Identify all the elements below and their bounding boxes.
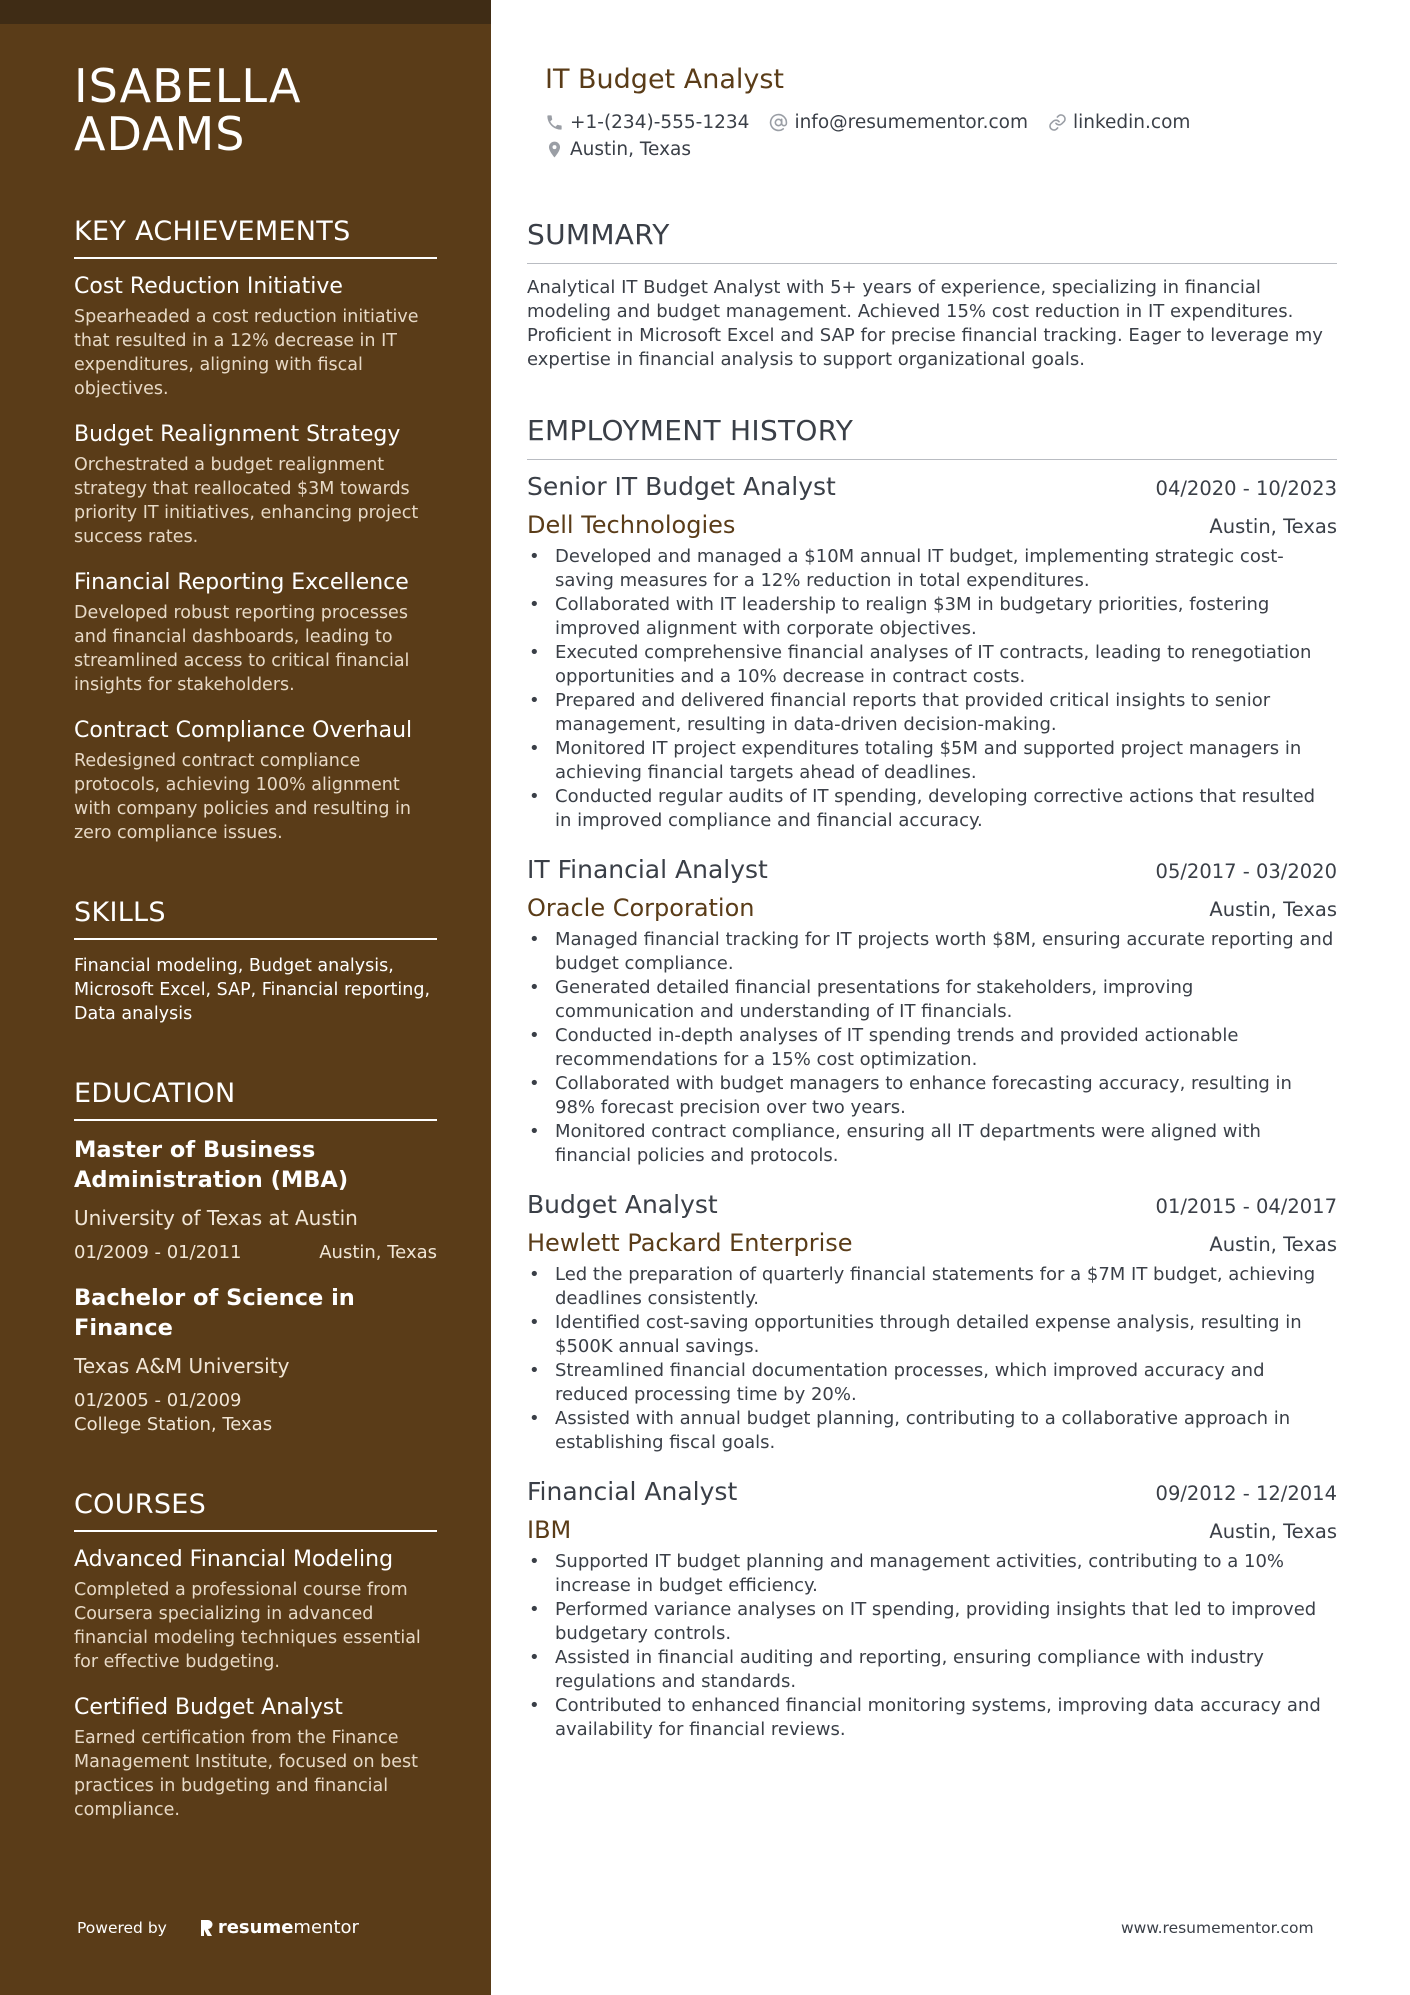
- job-subheader: [527, 1516, 1337, 1544]
- job-bullet: • Generated detailed financial presentations for stakeholders, improving communication and understanding of IT financials.: [527, 976, 1337, 1024]
- job-bullet: • Supported IT budget planning and management activities, contributing to a 10% increase in budget efficiency.: [527, 1550, 1337, 1598]
- sidebar-top-bar: [0, 0, 491, 24]
- course-desc: Completed a professional course from Coursera specializing in advanced financial modeling techniques essential for effective budgeting.: [74, 1580, 421, 1672]
- job-entry: [527, 1190, 1337, 1455]
- contact-location: [545, 139, 691, 160]
- at-sign-icon: [769, 113, 788, 132]
- job-bullet: • Executed comprehensive financial analyses of IT contracts, leading to renegotiation opportunities and a 10% decrease in contract costs.: [527, 641, 1337, 689]
- summary-text: Analytical IT Budget Analyst with 5+ years of experience, specializing in financial modeling and budget management. Achieved 15% cost reduction in IT expenditures. Proficient in Microsoft Excel and SAP for precise financial tracking. Eager to leverage my expertise in financial analysis to support organizational goals.: [527, 277, 1323, 370]
- contact-email[interactable]: [769, 112, 1028, 133]
- job-bullet: • Streamlined financial documentation processes, which improved accuracy and reduced processing time by 20%.: [527, 1359, 1337, 1407]
- job-header: [527, 1190, 1337, 1219]
- education-section: [74, 1078, 437, 1437]
- phone-text: +1-(234)-555-1234: [570, 112, 750, 133]
- achievement-desc: Redesigned contract compliance protocols, achieving 100% alignment with company policies and resulting in zero compliance issues.: [74, 751, 411, 843]
- course-desc: Earned certification from the Finance Management Institute, focused on best practices in budgeting and financial compliance.: [74, 1728, 418, 1820]
- education-degree: Master of Business Administration (MBA): [74, 1137, 349, 1193]
- achievement-item: [74, 273, 437, 401]
- job-subheader: [527, 894, 1337, 922]
- link-icon: [1048, 113, 1067, 132]
- powered-by-label: Powered by: [77, 1918, 167, 1937]
- job-subheader: [527, 511, 1337, 539]
- job-bullet: • Collaborated with budget managers to enhance forecasting accuracy, resulting in 98% forecast precision over two years.: [527, 1072, 1337, 1120]
- achievement-title: Budget Realignment Strategy: [74, 422, 401, 447]
- education-degree: Bachelor of Science in Finance: [74, 1285, 355, 1341]
- target-job-title: IT Budget Analyst: [545, 64, 784, 95]
- achievement-desc: Developed robust reporting processes and financial dashboards, leading to streamlined access to critical financial insights for stakeholders.: [74, 603, 410, 695]
- contact-phone[interactable]: [545, 112, 749, 133]
- footer-website-link[interactable]: www.resumementor.com: [1121, 1919, 1314, 1937]
- achievement-title: Cost Reduction Initiative: [74, 274, 343, 299]
- email-text: info@resumementor.com: [794, 112, 1028, 133]
- job-role: Senior IT Budget Analyst: [527, 472, 836, 501]
- achievement-desc: Spearheaded a cost reduction initiative that resulted in a 12% decrease in IT expenditures, aligning with fiscal objectives.: [74, 307, 419, 399]
- skills-list: Financial modeling, Budget analysis, Microsoft Excel, SAP, Financial reporting, Data analysis: [74, 956, 431, 1024]
- courses-heading: COURSES: [74, 1489, 437, 1532]
- education-dates: 01/2009 - 01/2011: [74, 1242, 242, 1263]
- location-text: Austin, Texas: [570, 139, 692, 160]
- job-bullet: • Assisted with annual budget planning, contributing to a collaborative approach in establishing fiscal goals.: [527, 1407, 1337, 1455]
- job-bullet: • Collaborated with IT leadership to realign $3M in budgetary priorities, fostering improved alignment with corporate objectives.: [527, 593, 1337, 641]
- job-role: Budget Analyst: [527, 1190, 718, 1219]
- education-school: University of Texas at Austin: [74, 1206, 358, 1230]
- name-last: ADAMS: [74, 107, 246, 161]
- job-company: IBM: [527, 1516, 572, 1544]
- achievements-heading: KEY ACHIEVEMENTS: [74, 216, 437, 259]
- job-dates: 04/2020 - 10/2023: [1155, 477, 1337, 500]
- location-pin-icon: [545, 140, 564, 159]
- job-dates: 05/2017 - 03/2020: [1155, 860, 1337, 883]
- job-bullet: • Monitored contract compliance, ensuring all IT departments were aligned with financial policies and protocols.: [527, 1120, 1337, 1168]
- job-bullet: • Prepared and delivered financial reports that provided critical insights to senior management, resulting in data-driven decision-making.: [527, 689, 1337, 737]
- summary-section: [527, 218, 1337, 372]
- job-bullet: • Performed variance analyses on IT spending, providing insights that led to improved budgetary controls.: [527, 1598, 1337, 1646]
- job-bullet: • Assisted in financial auditing and reporting, ensuring compliance with industry regulations and standards.: [527, 1646, 1337, 1694]
- achievement-item: [74, 569, 437, 697]
- achievement-item: [74, 717, 437, 845]
- education-dates: 01/2005 - 01/2009: [74, 1390, 242, 1411]
- course-title: Advanced Financial Modeling: [74, 1547, 394, 1572]
- job-header: [527, 855, 1337, 884]
- job-bullets: [527, 928, 1337, 1168]
- job-bullet: • Managed financial tracking for IT projects worth $8M, ensuring accurate reporting and budget compliance.: [527, 928, 1337, 976]
- job-location: Austin, Texas: [1209, 1233, 1337, 1256]
- job-bullet: • Developed and managed a $10M annual IT budget, implementing strategic cost-saving measures for a 12% reduction in total expenditures.: [527, 545, 1337, 593]
- resumementor-logo-icon: [199, 1919, 213, 1937]
- job-bullet: • Conducted in-depth analyses of IT spending trends and provided actionable recommendations for a 15% cost optimization.: [527, 1024, 1337, 1072]
- education-item: [74, 1283, 437, 1437]
- sidebar: [0, 0, 491, 1995]
- job-role: Financial Analyst: [527, 1477, 738, 1506]
- achievement-title: Contract Compliance Overhaul: [74, 718, 413, 743]
- job-entry: [527, 1477, 1337, 1742]
- job-company: Oracle Corporation: [527, 894, 755, 922]
- phone-icon: [545, 113, 564, 132]
- job-location: Austin, Texas: [1209, 1520, 1337, 1543]
- job-bullet: • Led the preparation of quarterly financial statements for a $7M IT budget, achieving deadlines consistently.: [527, 1263, 1337, 1311]
- brand-light: mentor: [293, 1917, 359, 1938]
- job-dates: 01/2015 - 04/2017: [1155, 1195, 1337, 1218]
- skills-section: [74, 897, 437, 1026]
- resumementor-logo[interactable]: [199, 1917, 359, 1938]
- job-location: Austin, Texas: [1209, 898, 1337, 921]
- job-header: [527, 472, 1337, 501]
- job-bullets: [527, 1263, 1337, 1455]
- education-heading: EDUCATION: [74, 1078, 437, 1121]
- job-dates: 09/2012 - 12/2014: [1155, 1482, 1337, 1505]
- contact-row: [545, 112, 1210, 133]
- contact-linkedin[interactable]: [1048, 112, 1190, 133]
- education-school: Texas A&M University: [74, 1354, 290, 1378]
- job-role: IT Financial Analyst: [527, 855, 768, 884]
- powered-by: [77, 1917, 359, 1938]
- brand-bold: resume: [217, 1917, 294, 1938]
- skills-heading: SKILLS: [74, 897, 437, 940]
- achievement-item: [74, 421, 437, 549]
- job-company: Hewlett Packard Enterprise: [527, 1229, 853, 1257]
- sidebar-content: [74, 59, 437, 1822]
- course-item: [74, 1694, 437, 1822]
- job-location: Austin, Texas: [1209, 515, 1337, 538]
- employment-heading: EMPLOYMENT HISTORY: [527, 414, 1337, 460]
- job-bullet: • Identified cost-saving opportunities through detailed expense analysis, resulting in $500K annual savings.: [527, 1311, 1337, 1359]
- course-title: Certified Budget Analyst: [74, 1695, 343, 1720]
- job-subheader: [527, 1229, 1337, 1257]
- main-body: [527, 218, 1337, 1742]
- job-entry: [527, 472, 1337, 833]
- job-entry: [527, 855, 1337, 1168]
- job-bullets: [527, 1550, 1337, 1742]
- linkedin-text: linkedin.com: [1072, 112, 1191, 133]
- courses-section: [74, 1489, 437, 1822]
- job-company: Dell Technologies: [527, 511, 736, 539]
- contact-row: [545, 139, 711, 160]
- name-first: ISABELLA: [74, 59, 302, 113]
- summary-heading: SUMMARY: [527, 218, 1337, 264]
- job-bullet: • Conducted regular audits of IT spending, developing corrective actions that resulted in improved compliance and financial accuracy.: [527, 785, 1337, 833]
- achievements-section: [74, 216, 437, 845]
- job-bullet: • Monitored IT project expenditures totaling $5M and supported project managers in achieving financial targets ahead of deadlines.: [527, 737, 1337, 785]
- achievement-title: Financial Reporting Excellence: [74, 570, 409, 595]
- job-bullet: • Contributed to enhanced financial monitoring systems, improving data accuracy and availability for financial reviews.: [527, 1694, 1337, 1742]
- course-item: [74, 1546, 437, 1674]
- employment-section: [527, 414, 1337, 1742]
- education-meta: [74, 1241, 437, 1265]
- education-location: College Station, Texas: [74, 1414, 273, 1435]
- job-header: [527, 1477, 1337, 1506]
- education-item: [74, 1135, 437, 1265]
- achievement-desc: Orchestrated a budget realignment strategy that reallocated $3M towards priority IT initiatives, enhancing project success rates.: [74, 455, 419, 547]
- job-bullets: [527, 545, 1337, 833]
- education-location: Austin, Texas: [319, 1242, 437, 1263]
- candidate-name: [74, 59, 437, 161]
